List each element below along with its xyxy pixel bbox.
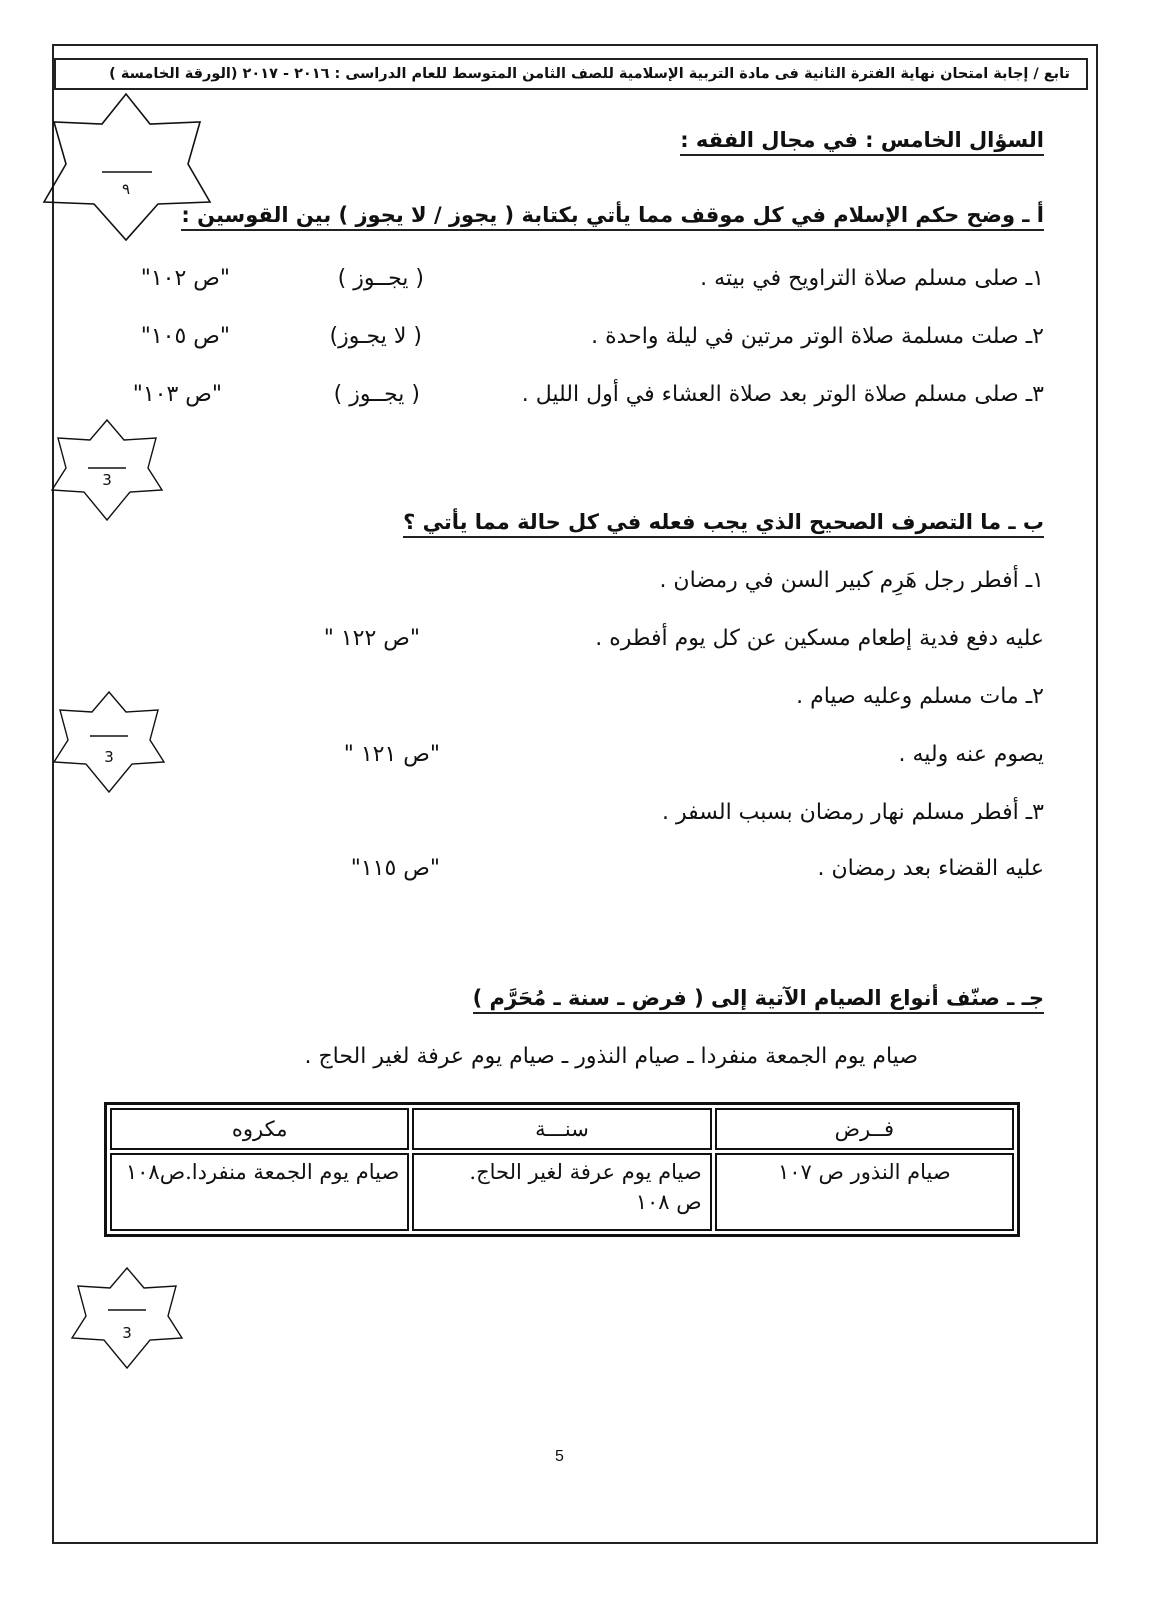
part-b-question-3: ٣ـ أفطر مسلم نهار رمضان بسبب السفر . <box>661 800 1044 825</box>
part-b-question-2: ٢ـ مات مسلم وعليه صيام . <box>796 684 1044 709</box>
table-cell-fard: صيام النذور ص ١٠٧ <box>715 1153 1014 1231</box>
star-outline-icon <box>50 418 164 522</box>
table-header-row <box>110 1108 1014 1150</box>
part-a-answer-2: ( لا يجـوز) <box>329 324 422 349</box>
page-number: 5 <box>555 1448 564 1465</box>
exam-header: تابع / إجابة امتحان نهاية الفترة الثانية فى مادة التربية الإسلامية للصف الثامن المتوسط للعام الدراسى : ٢٠١٦ - ٢٠١٧ (الورقة الخامسة ) <box>54 58 1088 90</box>
question-field: : في مجال الفقه : <box>680 128 874 152</box>
part-c-list: صيام يوم الجمعة منفردا ـ صيام النذور ـ صيام يوم عرفة لغير الحاج . <box>304 1044 918 1069</box>
total-score-value: ٩ <box>121 180 131 198</box>
part-a-answer-3: ( يجــوز ) <box>333 382 420 407</box>
part-a-item-2: ٢ـ صلت مسلمة صلاة الوتر مرتين في ليلة واحدة . <box>591 324 1044 349</box>
part-a-score-value: 3 <box>102 471 112 489</box>
part-a-item-1: ١ـ صلى مسلم صلاة التراويح في بيته . <box>700 266 1044 291</box>
question-title: السؤال الخامس <box>880 128 1044 152</box>
table-cell-sunna: صيام يوم عرفة لغير الحاج. ص ١٠٨ <box>412 1153 711 1231</box>
part-b-score-star <box>52 690 166 794</box>
question-heading <box>680 128 1044 156</box>
table-header-sunna: سنـــة <box>412 1108 711 1150</box>
part-a-instruction: أ ـ وضح حكم الإسلام في كل موقف مما يأتي بكتابة ( يجوز / لا يجوز ) بين القوسين : <box>181 203 1044 231</box>
part-b-answer-3: عليه القضاء بعد رمضان . <box>817 856 1044 881</box>
part-b-question-1: ١ـ أفطر رجل هَرِم كبير السن في رمضان . <box>659 568 1044 593</box>
star-outline-icon <box>70 1266 184 1370</box>
part-b-ref-3: "ص ١١٥" <box>350 856 440 881</box>
part-a-answer-1: ( يجــوز ) <box>337 266 424 291</box>
part-b-score-value: 3 <box>104 748 114 766</box>
classification-table <box>104 1102 1020 1237</box>
part-b-ref-1: "ص ١٢٢ " <box>323 626 420 651</box>
table-header-makruh: مكروه <box>110 1108 409 1150</box>
table-cell-makruh: صيام يوم الجمعة منفردا.ص١٠٨ <box>110 1153 409 1231</box>
part-b-answer-1: عليه دفع فدية إطعام مسكين عن كل يوم أفطره . <box>595 626 1044 651</box>
part-c-instruction: جـ ـ صنّف أنواع الصيام الآتية إلى ( فرض ـ سنة ـ مُحَرَّم ) <box>473 986 1044 1014</box>
part-b-instruction: ب ـ ما التصرف الصحيح الذي يجب فعله في كل حالة مما يأتي ؟ <box>403 510 1044 538</box>
part-c-score-star <box>70 1266 184 1370</box>
part-a-ref-2: "ص ١٠٥" <box>140 324 230 349</box>
part-c-score-value: 3 <box>122 1324 132 1342</box>
table-header-fard: فــرض <box>715 1108 1014 1150</box>
part-a-item-3: ٣ـ صلى مسلم صلاة الوتر بعد صلاة العشاء في أول الليل . <box>521 382 1044 407</box>
part-a-score-star <box>50 418 164 522</box>
part-b-ref-2: "ص ١٢١ " <box>343 742 440 767</box>
part-a-ref-1: "ص ١٠٢" <box>140 266 230 291</box>
part-b-answer-2: يصوم عنه وليه . <box>898 742 1044 767</box>
part-a-ref-3: "ص ١٠٣" <box>132 382 222 407</box>
table-row <box>110 1153 1014 1231</box>
star-outline-icon <box>52 690 166 794</box>
